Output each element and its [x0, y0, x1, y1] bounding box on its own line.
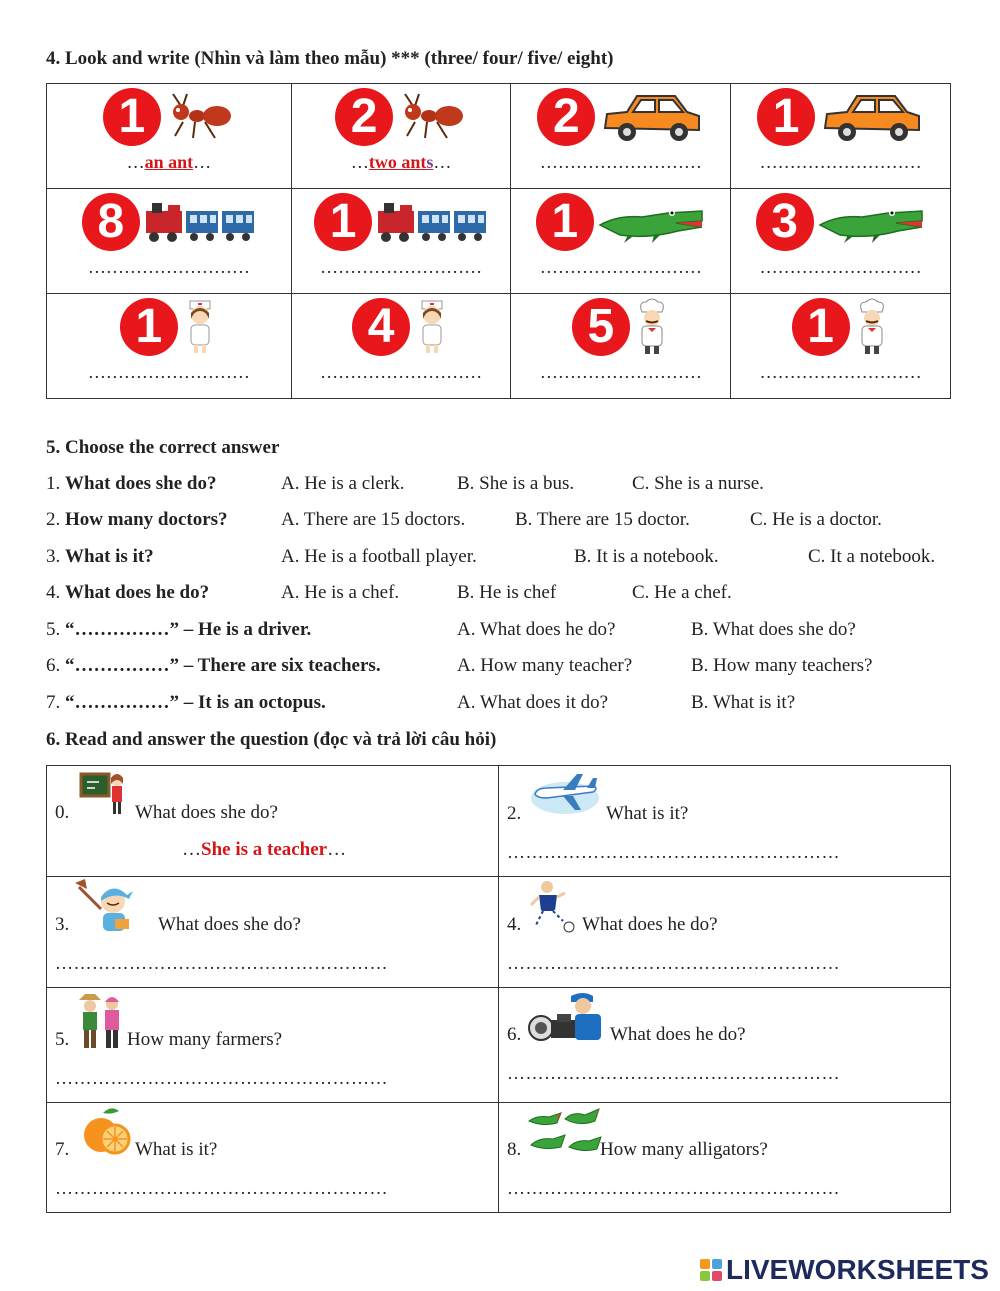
alligator-icon: [598, 199, 706, 245]
answer-blank[interactable]: ………………………………………………: [507, 1178, 840, 1198]
ra-cell-0: 0. What does she do? …She is a teacher…: [47, 766, 499, 877]
lw-cell-7: [511, 189, 731, 294]
orange-icon: [81, 1105, 131, 1159]
number-badge: 8: [82, 193, 140, 251]
answer-blank[interactable]: ………………………: [320, 362, 483, 382]
question-text: How many doctors?: [65, 509, 228, 530]
ant-icon: [165, 92, 235, 142]
number-badge: 2: [537, 88, 595, 146]
section-6-title: 6. Read and answer the question (đọc và trả lời câu hỏi): [46, 729, 497, 750]
answer-blank[interactable]: ………………………: [87, 362, 250, 382]
option-a[interactable]: A. He is a football player.: [281, 546, 477, 567]
option-a[interactable]: A. There are 15 doctors.: [281, 509, 466, 530]
option-b[interactable]: B. What is it?: [691, 692, 796, 713]
example-answer: She is a teacher: [201, 839, 328, 860]
nurse-icon: [182, 299, 218, 355]
logo-text: LIVEWORKSHEETS: [726, 1254, 989, 1285]
option-b[interactable]: B. How many teachers?: [691, 655, 873, 676]
lw-cell-9: [47, 294, 292, 399]
answer-blank[interactable]: ………………………………………………: [55, 1068, 388, 1088]
answer-blank[interactable]: ………………………: [320, 257, 483, 277]
ra-cell-6: 6. What does he do? ………………………………………………: [499, 988, 951, 1103]
cameraman-icon: [527, 990, 611, 1048]
option-a[interactable]: A. How many teacher?: [457, 655, 633, 676]
alligators-icon: [527, 1105, 603, 1159]
nurse-icon: [414, 299, 450, 355]
example-answer: an ant: [144, 152, 194, 172]
lw-cell-1: 1 …an ant…: [47, 84, 292, 189]
number-badge: 3: [756, 193, 814, 251]
option-b[interactable]: B. There are 15 doctor.: [515, 509, 690, 530]
airplane-icon: [527, 768, 603, 820]
question-text: What does she do?: [65, 473, 217, 494]
answer-blank[interactable]: ………………………: [539, 257, 702, 277]
answer-blank[interactable]: ………………………: [539, 152, 702, 172]
question-text: How many alligators?: [600, 1139, 768, 1160]
question-text: “……………” – He is a driver.: [65, 619, 312, 640]
ra-cell-7: 7. What is it? ………………………………………………: [47, 1103, 499, 1213]
answer-blank[interactable]: ………………………………………………: [507, 953, 840, 973]
number-badge: 4: [352, 298, 410, 356]
liveworksheets-logo[interactable]: [700, 1254, 989, 1286]
option-c[interactable]: C. She is a nurse.: [632, 473, 764, 494]
lw-cell-8: [731, 189, 951, 294]
question-text: What is it?: [135, 1139, 218, 1160]
look-and-write-table: [46, 83, 951, 399]
answer-blank[interactable]: ………………………………………………: [507, 842, 840, 862]
answer-blank[interactable]: ………………………………………………: [55, 1178, 388, 1198]
option-a[interactable]: A. What does it do?: [457, 692, 609, 713]
answer-blank[interactable]: ………………………: [759, 152, 922, 172]
answer-blank[interactable]: ………………………: [87, 257, 250, 277]
number-badge: 1: [757, 88, 815, 146]
number-badge: 2: [335, 88, 393, 146]
question-text: What is it?: [606, 803, 689, 824]
chef-icon: [634, 298, 670, 356]
answer-blank[interactable]: ………………………: [759, 362, 922, 382]
option-b[interactable]: B. It is a notebook.: [574, 546, 719, 567]
question-text: “……………” – There are six teachers.: [65, 655, 381, 676]
ra-cell-2: 2. What is it? ………………………………………………: [499, 766, 951, 877]
question-text: What does he do?: [582, 914, 718, 935]
ra-cell-8: 8. How many alligators? ………………………………………………: [499, 1103, 951, 1213]
cleaner-icon: [75, 879, 151, 935]
option-b[interactable]: B. She is a bus.: [457, 473, 575, 494]
train-icon: [376, 199, 488, 245]
ant-icon: [397, 92, 467, 142]
answer-blank[interactable]: ………………………………………………: [507, 1063, 840, 1083]
car-icon: [599, 90, 704, 145]
question-text: What does he do?: [610, 1024, 746, 1045]
question-text: What does she do?: [135, 802, 278, 823]
train-icon: [144, 199, 256, 245]
option-a[interactable]: A. He is a chef.: [281, 582, 400, 603]
football-player-icon: [527, 879, 575, 935]
alligator-icon: [818, 199, 926, 245]
section-5-title: 5. Choose the correct answer: [46, 437, 280, 458]
car-icon: [819, 90, 924, 145]
number-badge: 1: [103, 88, 161, 146]
question-text: What does he do?: [65, 582, 210, 603]
ra-cell-5: 5. How many farmers? ………………………………………………: [47, 988, 499, 1103]
answer-blank[interactable]: ………………………: [539, 362, 702, 382]
question-text: What does she do?: [158, 914, 301, 935]
lw-cell-6: [291, 189, 511, 294]
option-b[interactable]: B. What does she do?: [691, 619, 856, 640]
question-text: “……………” – It is an octopus.: [65, 692, 326, 713]
ra-cell-4: 4. What does he do? ………………………………………………: [499, 877, 951, 988]
option-c[interactable]: C. He a chef.: [632, 582, 732, 603]
lw-cell-4: [731, 84, 951, 189]
option-c[interactable]: C. It a notebook.: [808, 546, 936, 567]
lw-cell-5: [47, 189, 292, 294]
logo-mark-icon: [700, 1259, 722, 1281]
farmers-icon: [77, 990, 127, 1052]
answer-blank[interactable]: ………………………………………………: [55, 953, 388, 973]
answer-blank[interactable]: ………………………: [759, 257, 922, 277]
number-badge: 1: [792, 298, 850, 356]
number-badge: 5: [572, 298, 630, 356]
option-a[interactable]: A. He is a clerk.: [281, 473, 405, 494]
chef-icon: [854, 298, 890, 356]
lw-cell-10: [291, 294, 511, 399]
question-text: How many farmers?: [127, 1029, 283, 1050]
question-text: What is it?: [65, 546, 154, 567]
option-a[interactable]: A. What does he do?: [457, 619, 616, 640]
number-badge: 1: [314, 193, 372, 251]
number-badge: 1: [120, 298, 178, 356]
ra-cell-3: 3. What does she do? ………………………………………………: [47, 877, 499, 988]
lw-cell-2: 2 …two ants…: [291, 84, 511, 189]
section-4-title: 4. Look and write (Nhìn và làm theo mẫu) *** (three/ four/ five/ eight): [46, 48, 614, 69]
lw-cell-12: [731, 294, 951, 399]
lw-cell-11: [511, 294, 731, 399]
option-c[interactable]: C. He is a doctor.: [750, 509, 882, 530]
number-badge: 1: [536, 193, 594, 251]
lw-cell-3: [511, 84, 731, 189]
read-and-answer-table: [46, 765, 951, 1213]
option-b[interactable]: B. He is chef: [457, 582, 557, 603]
teacher-icon: [79, 768, 129, 818]
example-answer: two ants: [368, 152, 434, 172]
